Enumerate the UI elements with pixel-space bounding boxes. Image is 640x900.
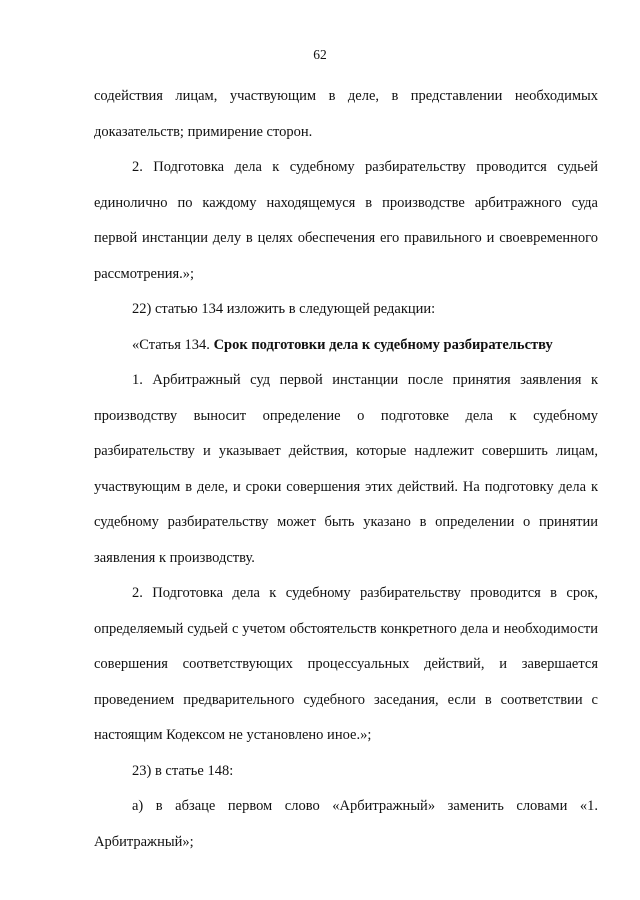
paragraph-item-23: 23) в статье 148: bbox=[132, 762, 234, 779]
article-134-prefix: «Статья 134. bbox=[132, 336, 214, 353]
paragraph-item-22: 22) статью 134 изложить в следующей редакции: bbox=[132, 301, 436, 317]
article-134-part-1: 1. Арбитражный суд первой инстанции после принятия заявления к производству выносит определение о подготовке дела к судебному разбирательству и указывает действия, которые надлежит совершить лицам, участвующим в деле, и сроки совершения этих действий. На подготовку дела к судебному разбирательству может быть указано в определении о принятии заявления к производству. bbox=[94, 372, 598, 566]
paragraph-subitem-a: а) в абзаце первом слово «Арбитражный» заменить словами «1. Арбитражный»; bbox=[94, 798, 598, 850]
paragraph-continuation: содействия лицам, участвующим в деле, в представлении необходимых доказательств; примирение сторон. bbox=[94, 88, 598, 140]
paragraph-item-2-preparation: 2. Подготовка дела к судебному разбирательству проводится судьей единолично по каждому находящемуся в производстве арбитражного суда первой инстанции делу в целях обеспечения его правильного и своевременного рассмотрения.»; bbox=[94, 159, 598, 282]
article-134-title: Срок подготовки дела к судебному разбирательству bbox=[213, 336, 553, 353]
page-number: 62 bbox=[313, 47, 327, 62]
article-134-heading bbox=[94, 328, 598, 364]
document-body bbox=[94, 79, 598, 860]
article-134-part-2: 2. Подготовка дела к судебному разбирательству проводится в срок, определяемый судьей с учетом обстоятельств конкретного дела и необходимости совершения соответствующих процессуальных действий, и завершается проведением предварительного судебного заседания, если в соответствии с настоящим Кодексом не установлено иное.»; bbox=[94, 585, 598, 743]
